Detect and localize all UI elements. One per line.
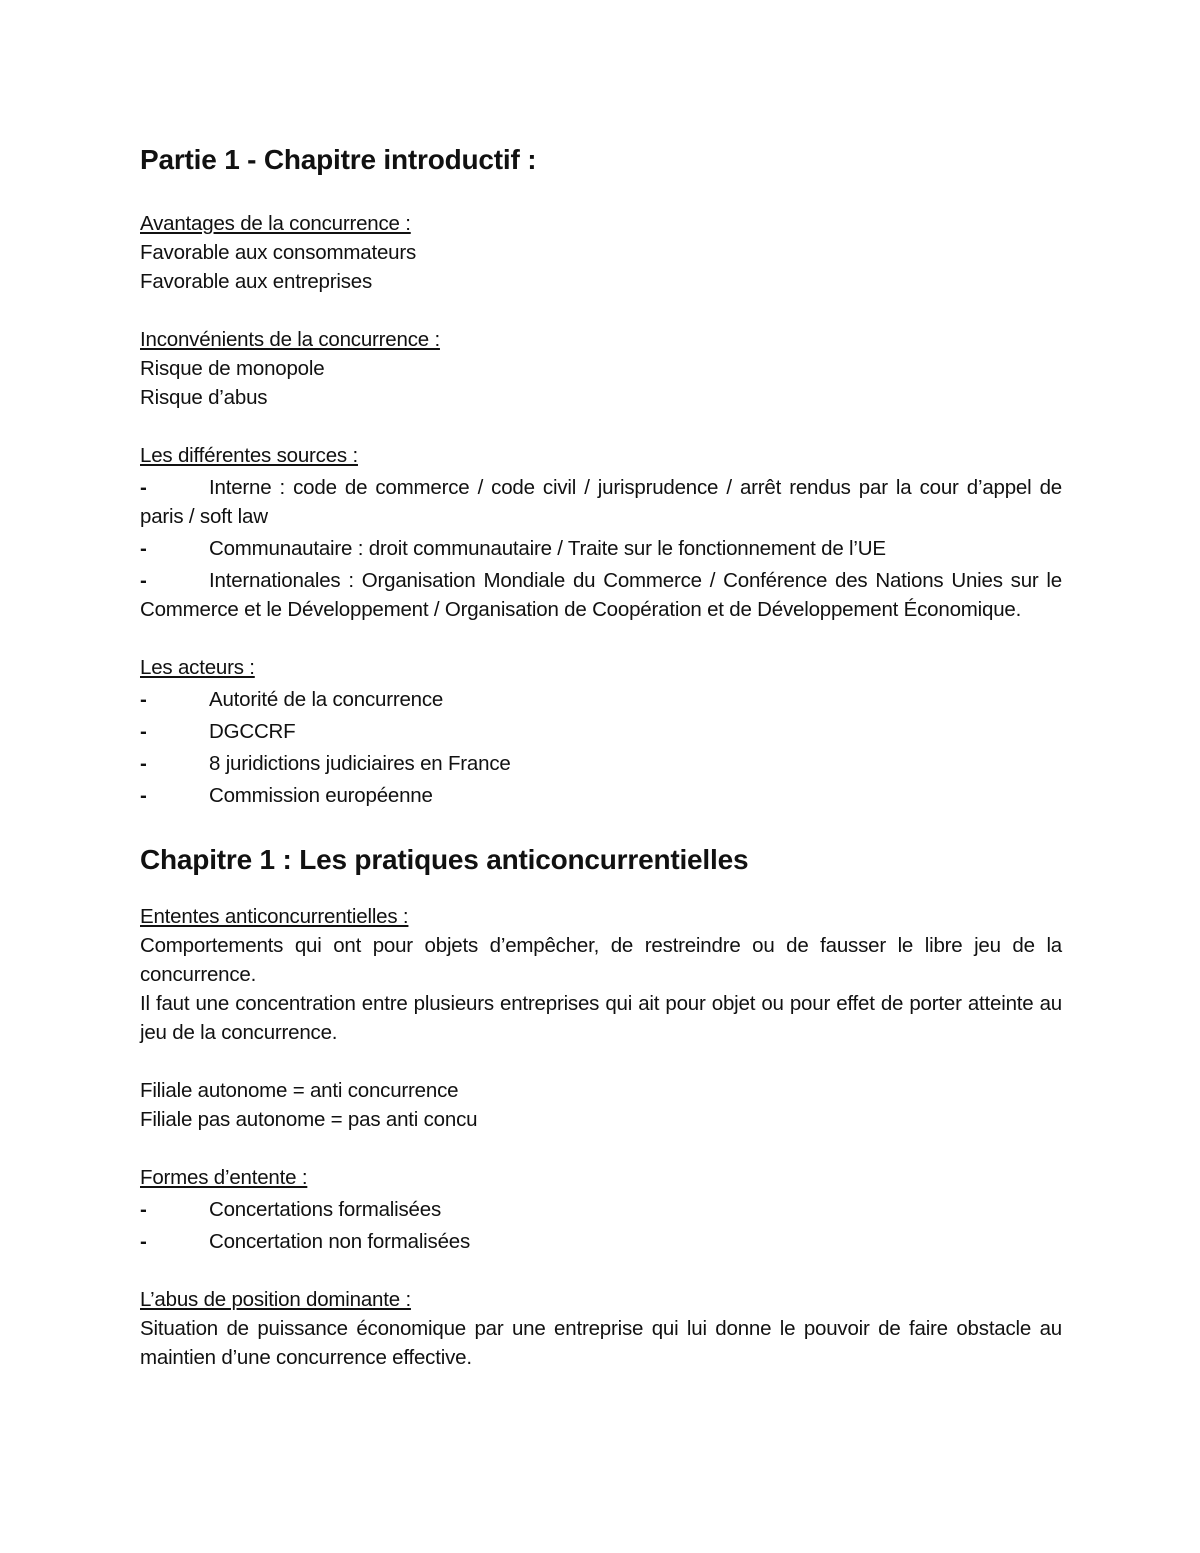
part1-title: Partie 1 - Chapitre introductif :	[140, 144, 537, 175]
bullet-dash: -	[140, 688, 147, 711]
source-item-text: Communautaire : droit communautaire / Traite sur le fonctionnement de l’UE	[209, 537, 886, 560]
actor-item: - DGCCRF	[140, 717, 1062, 746]
source-item-text: Internationales : Organisation Mondiale du Commerce / Conférence des Nations Unies sur le Commerce et le Développement / Organisation de Coopération et de Développement Économique.	[140, 569, 1062, 621]
forme-item: - Concertation non formalisées	[140, 1227, 1062, 1256]
ententes-paragraph: Il faut une concentration entre plusieurs entreprises qui ait pour objet ou pour effet de porter atteinte au jeu de la concurrence.	[140, 992, 1062, 1044]
advantage-line: Favorable aux entreprises	[140, 270, 373, 293]
source-item-internationales	[140, 566, 1062, 624]
bullet-dash: -	[140, 537, 147, 560]
abus-paragraph: Situation de puissance économique par une entreprise qui lui donne le pouvoir de faire obstacle au maintien d’une concurrence effective.	[140, 1317, 1062, 1369]
drawbacks-heading: Inconvénients de la concurrence :	[140, 328, 440, 351]
chapter1-title: Chapitre 1 : Les pratiques anticoncurrentielles	[140, 844, 749, 875]
bullet-dash: -	[140, 1230, 147, 1253]
ententes-paragraph: Comportements qui ont pour objets d’empêcher, de restreindre ou de fausser le libre jeu de la concurrence.	[140, 934, 1062, 986]
filiale-line: Filiale autonome = anti concurrence	[140, 1079, 459, 1102]
advantage-line: Favorable aux consommateurs	[140, 241, 417, 264]
bullet-dash: -	[140, 476, 147, 499]
actor-item: - 8 juridictions judiciaires en France	[140, 749, 1062, 778]
actor-item: - Autorité de la concurrence	[140, 685, 1062, 714]
bullet-dash: -	[140, 784, 147, 807]
document-body	[140, 140, 1062, 1372]
filiale-line: Filiale pas autonome = pas anti concu	[140, 1108, 478, 1131]
sources-heading: Les différentes sources :	[140, 444, 358, 467]
bullet-dash: -	[140, 1198, 147, 1221]
source-item-communautaire	[140, 534, 1062, 563]
source-item-text: Interne : code de commerce / code civil / jurisprudence / arrêt rendus par la cour d’appel de paris / soft law	[140, 476, 1062, 528]
ententes-heading: Ententes anticoncurrentielles :	[140, 905, 409, 928]
abus-heading: L’abus de position dominante :	[140, 1288, 411, 1311]
drawback-line: Risque d’abus	[140, 386, 268, 409]
bullet-dash: -	[140, 752, 147, 775]
bullet-dash: -	[140, 720, 147, 743]
formes-heading: Formes d’entente :	[140, 1166, 308, 1189]
actor-item: - Commission européenne	[140, 781, 1062, 810]
forme-item: - Concertations formalisées	[140, 1195, 1062, 1224]
source-item-interne	[140, 473, 1062, 531]
advantages-heading: Avantages de la concurrence :	[140, 212, 411, 235]
actors-heading: Les acteurs :	[140, 656, 255, 679]
drawback-line: Risque de monopole	[140, 357, 325, 380]
bullet-dash: -	[140, 569, 147, 592]
